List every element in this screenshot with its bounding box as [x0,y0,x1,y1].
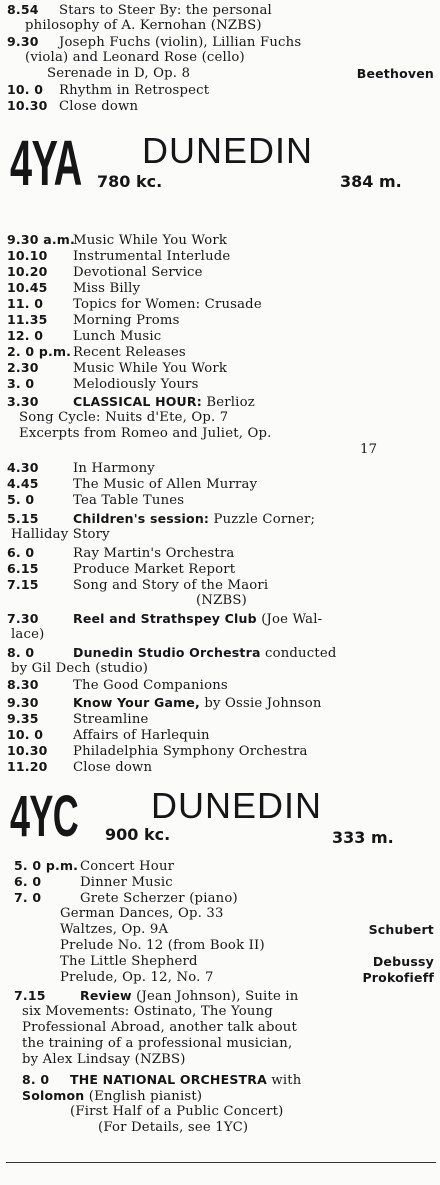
time: 6.15 [7,561,39,576]
station-frequency: 900 kc. [105,825,171,844]
program-title: Topics for Women: Crusade [73,297,262,312]
listing-row [7,511,434,528]
listing-row [7,98,434,115]
program-detail: Prelude No. 12 (from Book II) [60,938,265,953]
program-detail: (For Details, see 1YC) [98,1120,249,1135]
time: 6. 0 [14,874,42,889]
listing-row [7,711,434,728]
listing-row [7,426,434,442]
listing-row [7,492,434,509]
program-title: Affairs of Harlequin [73,728,210,743]
listing-row [7,344,434,361]
listing-row [7,759,434,776]
program-highlight: Know Your Game, [73,695,200,710]
time: 11. 0 [7,296,44,311]
program-title: Close down [73,760,153,775]
listing-row [7,82,434,99]
listing-row [7,328,434,345]
listing-row [22,1088,434,1105]
listing-row [22,1020,434,1036]
time: 10. 0 [7,727,44,742]
listing-row [7,645,434,662]
listing-row [7,545,434,562]
program-title: Streamline [73,712,149,727]
composer: Prokofieff [362,970,434,985]
section-divider [6,1162,436,1163]
listing-row [7,18,434,34]
station-header-4ya [0,127,440,199]
time: 5. 0 [7,492,35,507]
time: 7.30 [7,611,39,626]
time: 2.30 [7,360,39,375]
time: 4.45 [7,476,39,491]
program-title: Serenade in D, Op. 8 [47,66,191,81]
listing-row [7,50,434,66]
listing-row [7,727,434,744]
program-title: Music While You Work [73,233,228,248]
time: 7.15 [14,988,46,1003]
listing-row [7,611,434,628]
listing-row [14,988,434,1005]
program-highlight: Dunedin Studio Orchestra [73,645,261,660]
listing-row [98,1120,434,1136]
time: 10.30 [7,98,48,113]
program-title: Berlioz [206,395,255,410]
time: 11.20 [7,759,48,774]
listing-row [7,527,434,543]
station-call-sign: 4YC [10,784,79,849]
program-detail: by Alex Lindsay (NZBS) [22,1052,186,1067]
listing-row [60,970,434,986]
listing-row [7,394,434,411]
time: 8.54 [7,2,39,17]
program-title: Philadelphia Symphony Orchestra [73,744,308,759]
station-call-sign: 4YA [10,127,82,199]
program-highlight: THE NATIONAL ORCHESTRA [70,1072,267,1087]
composer: Debussy [372,954,434,969]
time: 9.35 [7,711,39,726]
program-detail: six Movements: Ostinato, The Young [22,1004,273,1019]
program-title: Rhythm in Retrospect [59,83,210,98]
listing-row [7,476,434,493]
program-highlight: CLASSICAL HOUR: [73,394,202,409]
listing-row [7,627,434,643]
time: 10.10 [7,248,48,263]
listing-row [7,677,434,694]
program-detail: The Little Shepherd [60,954,198,969]
time: 10.20 [7,264,48,279]
program-title: philosophy of A. Kernohan (NZBS) [25,18,262,33]
program-title: Recent Releases [73,345,186,360]
program-title: with [271,1073,302,1088]
program-title: Instrumental Interlude [73,249,231,264]
time: 9.30 [7,695,39,710]
listing-row [7,577,434,594]
listing-row [22,1072,434,1089]
time: 2. 0 p.m. [7,344,72,359]
station-wavelength: 384 m. [340,172,402,191]
program-title: by Ossie Johnson [204,696,322,711]
listing-row [14,890,434,907]
station-city: DUNEDIN [142,130,314,171]
program-title: Concert Hour [80,859,175,874]
program-detail: Prelude, Op. 12, No. 7 [60,970,214,985]
station-wavelength: 333 m. [332,828,394,847]
time: 12. 0 [7,328,44,343]
listing-row [22,1052,434,1068]
time: 6. 0 [7,545,35,560]
time: 4.30 [7,460,39,475]
program-detail: German Dances, Op. 33 [60,906,224,921]
program-title: conducted [264,646,337,661]
program-detail: (NZBS) [196,593,247,608]
time: 9.30 a.m. [7,232,75,247]
program-title: (viola) and Leonard Rose (cello) [25,50,245,65]
program-title: Tea Table Tunes [73,493,185,508]
listing-row [7,34,434,51]
program-title: Joseph Fuchs (violin), Lillian Fuchs [59,35,302,50]
program-title: (Joe Wal- [261,612,323,627]
program-detail: (First Half of a Public Concert) [70,1104,284,1119]
time: 10.30 [7,743,48,758]
listing-row [22,1004,434,1020]
program-title: Grete Scherzer (piano) [80,891,238,906]
program-title: Ray Martin's Orchestra [73,546,235,561]
program-title: Close down [59,99,139,114]
time: 8.30 [7,677,39,692]
time: 8. 0 [7,645,35,660]
composer: Schubert [368,922,434,937]
listing-row [14,874,434,891]
program-detail: by Gil Dech (studio) [11,661,149,676]
program-title: Morning Proms [73,313,180,328]
program-highlight: Reel and Strathspey Club [73,611,257,626]
program-title: The Good Companions [73,678,228,693]
time: 7. 0 [14,890,42,905]
program-detail: lace) [11,627,45,642]
listing-row [7,410,434,426]
program-title: Produce Market Report [73,562,236,577]
program-title: Puzzle Corner; [213,512,316,527]
composer: Beethoven [356,66,434,81]
listing-row [7,312,434,329]
listing-row [7,743,434,760]
program-title: The Music of Allen Murray [73,477,258,492]
program-detail: 17 [360,442,378,457]
listing-row [196,593,434,609]
program-detail: Halliday Story [11,527,110,542]
time: 5.15 [7,511,39,526]
listing-row [7,264,434,281]
program-title: Song and Story of the Maori [73,578,269,593]
program-title: Lunch Music [73,329,162,344]
listing-row [7,296,434,313]
program-highlight: Review [80,988,132,1003]
program-title: Music While You Work [73,361,228,376]
listing-row [7,360,434,377]
listing-row [7,376,434,393]
listing-row [60,938,434,954]
listing-row [7,232,434,249]
listing-row [7,66,434,82]
program-title: Miss Billy [73,281,141,296]
program-detail: the training of a professional musician, [22,1036,293,1051]
listing-row [7,561,434,578]
listing-row [7,661,434,677]
listing-row [7,280,434,297]
program-title: (Jean Johnson), Suite in [136,989,299,1004]
time: 3. 0 [7,376,35,391]
listing-row [7,460,434,477]
program-highlight: Solomon [22,1088,85,1103]
program-title: Devotional Service [73,265,203,280]
time: 11.35 [7,312,48,327]
listing-row [22,1036,434,1052]
station-header-4yc [0,784,440,849]
time: 9.30 [7,34,39,49]
program-title: Melodiously Yours [73,377,199,392]
program-detail: Song Cycle: Nuits d'Ete, Op. 7 [19,410,229,425]
time: 10. 0 [7,82,44,97]
time: 7.15 [7,577,39,592]
time: 8. 0 [22,1072,50,1087]
program-detail: Professional Abroad, another talk about [22,1020,297,1035]
listing-row [7,695,434,712]
listing-row [60,906,434,922]
program-highlight: Children's session: [73,511,210,526]
listing-row [7,2,434,19]
program-detail: Waltzes, Op. 9A [60,922,169,937]
listing-row [14,858,434,875]
time: 3.30 [7,394,39,409]
station-frequency: 780 kc. [97,172,163,191]
program-title: Stars to Steer By: the personal [59,3,272,18]
time: 10.45 [7,280,48,295]
program-title: (English pianist) [88,1089,203,1104]
listing-row [7,248,434,265]
listing-row [360,442,434,458]
time: 5. 0 p.m. [14,858,79,873]
listing-row [60,954,434,970]
listing-row [60,922,434,938]
station-city: DUNEDIN [151,785,323,826]
program-title: In Harmony [73,461,155,476]
listing-row [70,1104,434,1120]
program-detail: Excerpts from Romeo and Juliet, Op. [19,426,272,441]
program-title: Dinner Music [80,875,173,890]
